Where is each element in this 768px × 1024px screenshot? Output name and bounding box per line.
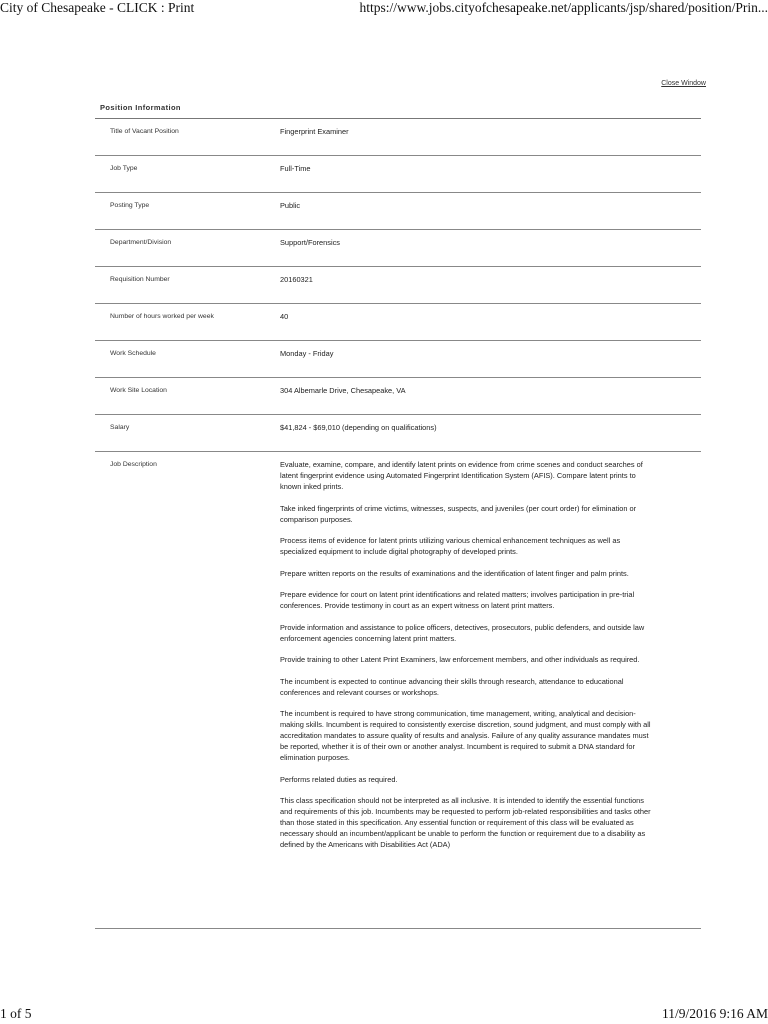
row-label: Job Description (110, 461, 157, 468)
description-paragraph: The incumbent is required to have strong communication, time management, writing, analytical and decision-making skills. Incumbent is required to consistently exercise discretion, sound judgment, and must comply with all accreditation mandates to assure quality of results and analysis. Failure of any quality assurance mandates must be reported, whether it is of their own or another analyst. Incumbent is required to submit a DNA standard for elimination purposes. (280, 709, 651, 762)
description-paragraph: Performs related duties as required. (280, 774, 398, 784)
row-value: Support/Forensics (280, 238, 340, 247)
row-label: Requisition Number (110, 276, 170, 283)
row-label: Number of hours worked per week (110, 313, 214, 320)
description-paragraph: Prepare evidence for court on latent print identifications and related matters; involves participation in pre-trial conferences. Provide testimony in court as an expert witness on latent print matters. (280, 590, 635, 610)
row-value: 304 Albemarle Drive, Chesapeake, VA (280, 386, 406, 395)
description-paragraph: This class specification should not be interpreted as all inclusive. It is intended to identify the essential functions and requirements of this job. Incumbents may be requested to perform job-related responsibilities and tasks other than those stated in this specification. Any essential function or requirement of this class will be evaluated as necessary should an incumbent/applicant be unable to perform the function or requirement due to a disability as defined by the Americans with Disabilities Act (ADA) (280, 796, 651, 849)
table-row (95, 415, 701, 452)
job-description-row (95, 452, 701, 929)
page-number: 1 of 5 (0, 1006, 32, 1021)
position-info-table (95, 118, 701, 929)
row-label: Job Type (110, 165, 138, 172)
description-paragraph: Provide training to other Latent Print Examiners, law enforcement members, and other individuals as required. (280, 655, 640, 664)
description-paragraph: Take inked fingerprints of crime victims, witnesses, suspects, and juveniles (per court order) for elimination or comparison purposes. (280, 503, 637, 524)
table-row (95, 378, 701, 415)
description-paragraph: The incumbent is expected to continue advancing their skills through research, attendance to educational conferences and relevant courses or workshops. (280, 676, 624, 697)
table-row (95, 230, 701, 267)
row-value: Public (280, 201, 301, 210)
table-row (95, 193, 701, 230)
description-paragraph: Prepare written reports on the results of examinations and the identification of latent finger and palm prints. (280, 568, 629, 578)
print-window-title: City of Chesapeake - CLICK : Print (0, 0, 195, 15)
row-value: Full-Time (280, 164, 311, 173)
description-paragraph: Process items of evidence for latent prints utilizing various chemical enhancement techniques as well as specialized equipment to include digital photography of developed prints. (280, 536, 621, 556)
section-title: Position Information (100, 103, 181, 112)
description-paragraph: Evaluate, examine, compare, and identify latent prints on evidence from crime scenes and conduct searches of latent fingerprint evidence using Automated Fingerprint Identification System (AFIS). Compare latent prints to known inked prints. (280, 460, 643, 491)
row-label: Department/Division (110, 239, 172, 246)
row-label: Work Schedule (110, 350, 156, 357)
description-paragraph: Provide information and assistance to police officers, detectives, prosecutors, public defenders, and outside law enforcement agencies concerning latent print matters. (280, 622, 645, 643)
table-row (95, 267, 701, 304)
row-label: Posting Type (110, 202, 150, 209)
row-label: Title of Vacant Position (110, 128, 179, 135)
row-value: Fingerprint Examiner (280, 127, 349, 136)
close-window-link[interactable]: Close Window (661, 80, 706, 87)
table-row (95, 304, 701, 341)
row-value: 20160321 (280, 275, 313, 284)
print-datetime: 11/9/2016 9:16 AM (661, 1006, 768, 1021)
row-value: Monday - Friday (280, 349, 334, 358)
table-row (95, 119, 701, 156)
row-value: $41,824 - $69,010 (depending on qualifications) (280, 423, 437, 432)
table-row (95, 341, 701, 378)
print-url: https://www.jobs.cityofchesapeake.net/applicants/jsp/shared/position/Prin... (359, 0, 768, 15)
row-label: Salary (110, 424, 130, 431)
table-row (95, 156, 701, 193)
job-description-text (280, 452, 701, 928)
row-value: 40 (280, 312, 289, 321)
row-label: Work Site Location (110, 387, 167, 394)
